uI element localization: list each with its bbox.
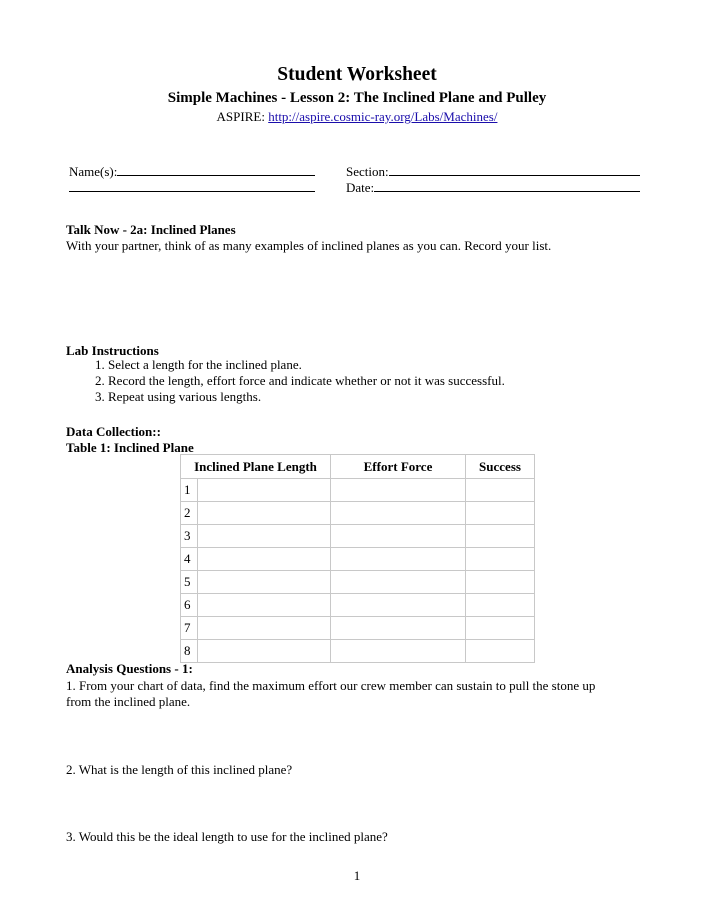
- success-cell[interactable]: [466, 479, 535, 502]
- table-row: [181, 640, 535, 663]
- effort-cell[interactable]: [331, 548, 466, 571]
- section-label: Section:: [346, 164, 389, 179]
- col-header-effort: Effort Force: [331, 455, 466, 479]
- row-number: 5: [181, 571, 198, 594]
- names-field[interactable]: [69, 164, 315, 180]
- table-header-row: [181, 455, 535, 479]
- analysis-heading: Analysis Questions - 1:: [66, 661, 193, 676]
- table-row: [181, 571, 535, 594]
- effort-cell[interactable]: [331, 479, 466, 502]
- effort-cell[interactable]: [331, 571, 466, 594]
- section-field[interactable]: [346, 164, 640, 180]
- row-number: 3: [181, 525, 198, 548]
- worksheet-title: Student Worksheet: [277, 64, 437, 85]
- success-cell[interactable]: [466, 548, 535, 571]
- date-line: [374, 180, 640, 192]
- question-1-line-2: from the inclined plane.: [66, 694, 191, 709]
- names-label: Name(s):: [69, 164, 118, 179]
- aspire-link[interactable]: http://aspire.cosmic-ray.org/Labs/Machines/: [268, 109, 498, 124]
- data-collection-heading: Data Collection::: [66, 424, 161, 439]
- length-cell[interactable]: [198, 640, 331, 663]
- effort-cell[interactable]: [331, 525, 466, 548]
- col-header-success: Success: [466, 455, 535, 479]
- table-caption: Table 1: Inclined Plane: [66, 440, 194, 455]
- length-cell[interactable]: [198, 479, 331, 502]
- page-number: 1: [353, 868, 361, 883]
- names-line-2: [69, 180, 315, 192]
- success-cell[interactable]: [466, 571, 535, 594]
- length-cell[interactable]: [198, 548, 331, 571]
- length-cell[interactable]: [198, 502, 331, 525]
- date-field[interactable]: [346, 180, 640, 196]
- table-row: [181, 548, 535, 571]
- row-number: 1: [181, 479, 198, 502]
- names-line: [117, 164, 315, 176]
- success-cell[interactable]: [466, 502, 535, 525]
- lab-instructions-heading: Lab Instructions: [66, 343, 159, 358]
- question-1-line-1: 1. From your chart of data, find the maximum effort our crew member can sustain to pull the stone up: [66, 678, 596, 693]
- table-row: [181, 502, 535, 525]
- row-number: 2: [181, 502, 198, 525]
- success-cell[interactable]: [466, 640, 535, 663]
- lab-step: 3. Repeat using various lengths.: [108, 389, 505, 405]
- success-cell[interactable]: [466, 525, 535, 548]
- success-cell[interactable]: [466, 617, 535, 640]
- effort-cell[interactable]: [331, 617, 466, 640]
- table-row: [181, 479, 535, 502]
- length-cell[interactable]: [198, 571, 331, 594]
- length-cell[interactable]: [198, 594, 331, 617]
- effort-cell[interactable]: [331, 502, 466, 525]
- date-label: Date:: [346, 180, 375, 195]
- aspire-label: ASPIRE:: [216, 109, 269, 124]
- table-row: [181, 525, 535, 548]
- talk-now-heading: Talk Now - 2a: Inclined Planes: [66, 222, 236, 237]
- length-cell[interactable]: [198, 617, 331, 640]
- row-number: 7: [181, 617, 198, 640]
- effort-cell[interactable]: [331, 594, 466, 617]
- table-row: [181, 594, 535, 617]
- inclined-plane-table: [180, 454, 535, 663]
- names-field-extra[interactable]: [69, 180, 315, 196]
- section-line: [389, 164, 640, 176]
- length-cell[interactable]: [198, 525, 331, 548]
- effort-cell[interactable]: [331, 640, 466, 663]
- row-number: 8: [181, 640, 198, 663]
- lesson-subtitle: Simple Machines - Lesson 2: The Inclined Plane and Pulley: [167, 90, 547, 106]
- question-2: 2. What is the length of this inclined plane?: [66, 762, 293, 777]
- question-3: 3. Would this be the ideal length to use for the inclined plane?: [66, 829, 388, 844]
- row-number: 6: [181, 594, 198, 617]
- row-number: 4: [181, 548, 198, 571]
- talk-now-text: With your partner, think of as many examples of inclined planes as you can. Record your list.: [66, 238, 552, 253]
- success-cell[interactable]: [466, 594, 535, 617]
- table-row: [181, 617, 535, 640]
- lab-step: 2. Record the length, effort force and indicate whether or not it was successful.: [108, 373, 505, 389]
- col-header-length: Inclined Plane Length: [181, 455, 331, 479]
- aspire-line: [0, 109, 714, 125]
- lab-steps-list: [66, 357, 505, 405]
- lab-step: 1. Select a length for the inclined plane.: [108, 357, 505, 373]
